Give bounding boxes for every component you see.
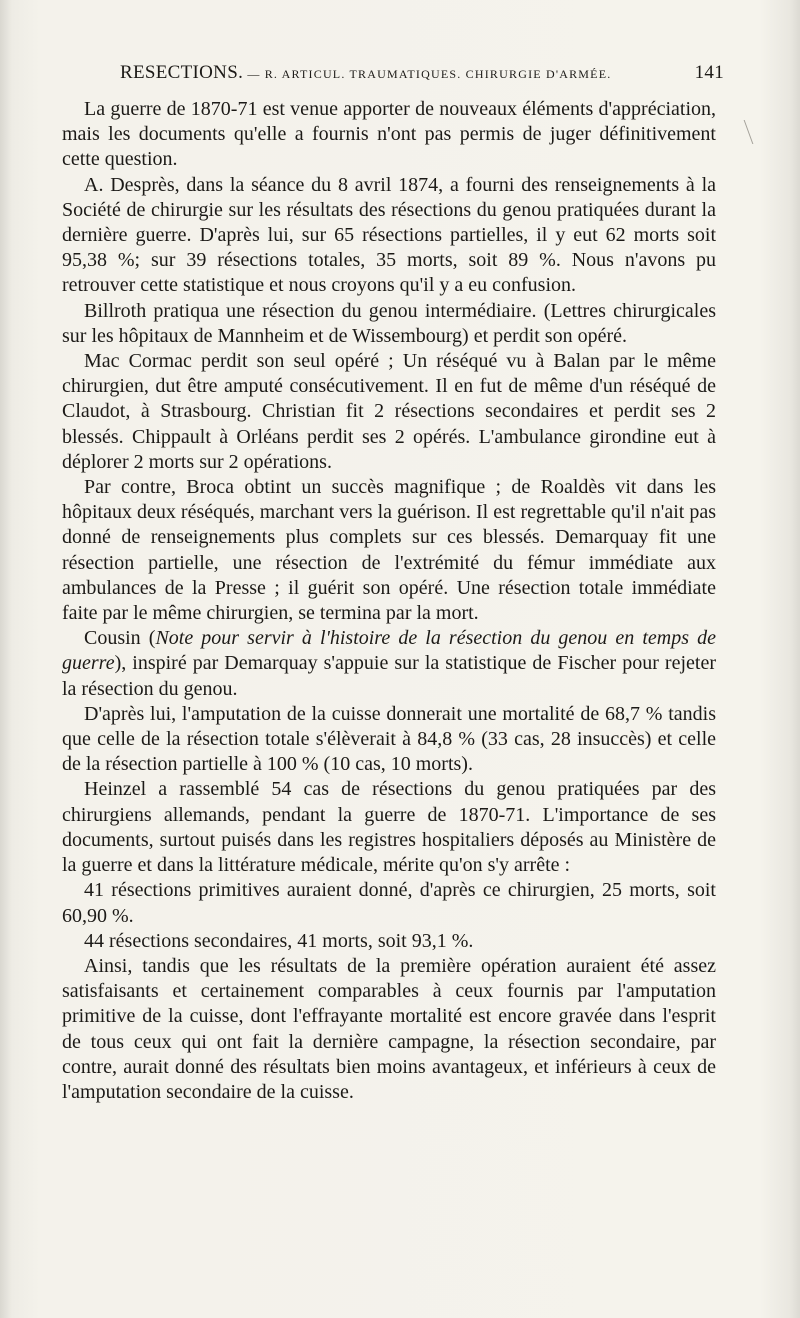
paragraph-cousin	[62, 626, 716, 702]
paragraph-4: Mac Cormac perdit son seul opéré ; Un réséqué vu à Balan par le même chirurgien, dut être amputé consécutivement. Il en fut de même d'un réséqué de Claudot, à Strasbourg. Christian fit 2 résections secondaires et perdit ses 2 blessés. Chippault à Orléans perdit ses 2 opérés. L'ambulance girondine eut à déplorer 2 morts sur 2 opérations.	[62, 350, 716, 473]
paragraph-7: D'après lui, l'amputation de la cuisse donnerait une mortalité de 68,7 % tandis que celle de la résection totale s'élèverait à 84,8 % (33 cas, 28 insuccès) et celle de la résection partielle à 100 % (10 cas, 10 morts).	[62, 702, 716, 776]
paragraph-9: 41 résections primitives auraient donné, d'après ce chirurgien, 25 morts, soit 60,90 %.	[62, 879, 716, 927]
page-number: 141	[694, 62, 724, 83]
cousin-title: Note pour servir à l'histoire de la résection du genou en temps de guerre	[62, 627, 716, 675]
running-header	[120, 62, 730, 92]
paragraph-3: Billroth pratiqua une résection du genou intermédiaire. (Lettres chirurgicales sur les hôpitaux de Mannheim et de Wissembourg) et perdit son opéré.	[62, 299, 716, 347]
paragraph-10: 44 résections secondaires, 41 morts, soit 93,1 %.	[84, 929, 474, 952]
cousin-before: Cousin (	[84, 627, 156, 650]
paragraph-1: La guerre de 1870-71 est venue apporter de nouveaux éléments d'appréciation, mais les documents qu'elle a fournis n'ont pas permis de juger définitivement cette question.	[62, 98, 716, 171]
cousin-after: ), inspiré par Demarquay s'appuie sur la statistique de Fischer pour rejeter la résection du genou.	[62, 652, 716, 700]
header-title-main: RESECTIONS.	[120, 62, 244, 83]
paragraph-2: A. Desprès, dans la séance du 8 avril 1874, a fourni des renseignements à la Société de chirurgie sur les résultats des résections du genou pratiquées durant la dernière guerre. D'après lui, sur 65 résections partielles, il y eut 62 morts soit 95,38 %; sur 39 résections totales, 35 morts, soit 89 %. Nous n'avons pu retrouver cette statistique et nous croyons qu'il y a eu confusion.	[62, 173, 716, 297]
header-title	[120, 62, 611, 84]
header-title-rest: — R. ARTICUL. TRAUMATIQUES. CHIRURGIE D'ARMÉE.	[243, 67, 612, 81]
paragraph-8: Heinzel a rassemblé 54 cas de résections du genou pratiquées par des chirurgiens allemands, pendant la guerre de 1870-71. L'importance de ses documents, surtout puisés dans les registres hospitaliers déposés au Ministère de la guerre et dans la littérature médicale, mérite qu'on s'y arrête :	[62, 778, 716, 877]
paragraph-11: Ainsi, tandis que les résultats de la première opération auraient été assez satisfaisants et certainement comparables à ceux fournis par l'amputation primitive de la cuisse, dont l'effrayante mortalité est encore gravée dans l'esprit de tous ceux qui ont fait la dernière campagne, la résection secondaire, par contre, aurait donné des résultats bien moins avantageux, et inférieurs à ceux de l'amputation secondaire de la cuisse.	[62, 954, 716, 1103]
paragraph-5: Par contre, Broca obtint un succès magnifique ; de Roaldès vit dans les hôpitaux deux réséqués, marchant vers la guérison. Il est regrettable qu'il n'ait pas donné de renseignements plus complets sur ces blessés. Demarquay fit une résection partielle, une résection de l'extrémité du fémur immédiate aux ambulances de la Presse ; il guérit son opéré. Une résection totale immédiate faite par le même chirurgien, se termina par la mort.	[62, 476, 716, 625]
page-body	[62, 97, 716, 1105]
margin-mark	[744, 120, 768, 144]
